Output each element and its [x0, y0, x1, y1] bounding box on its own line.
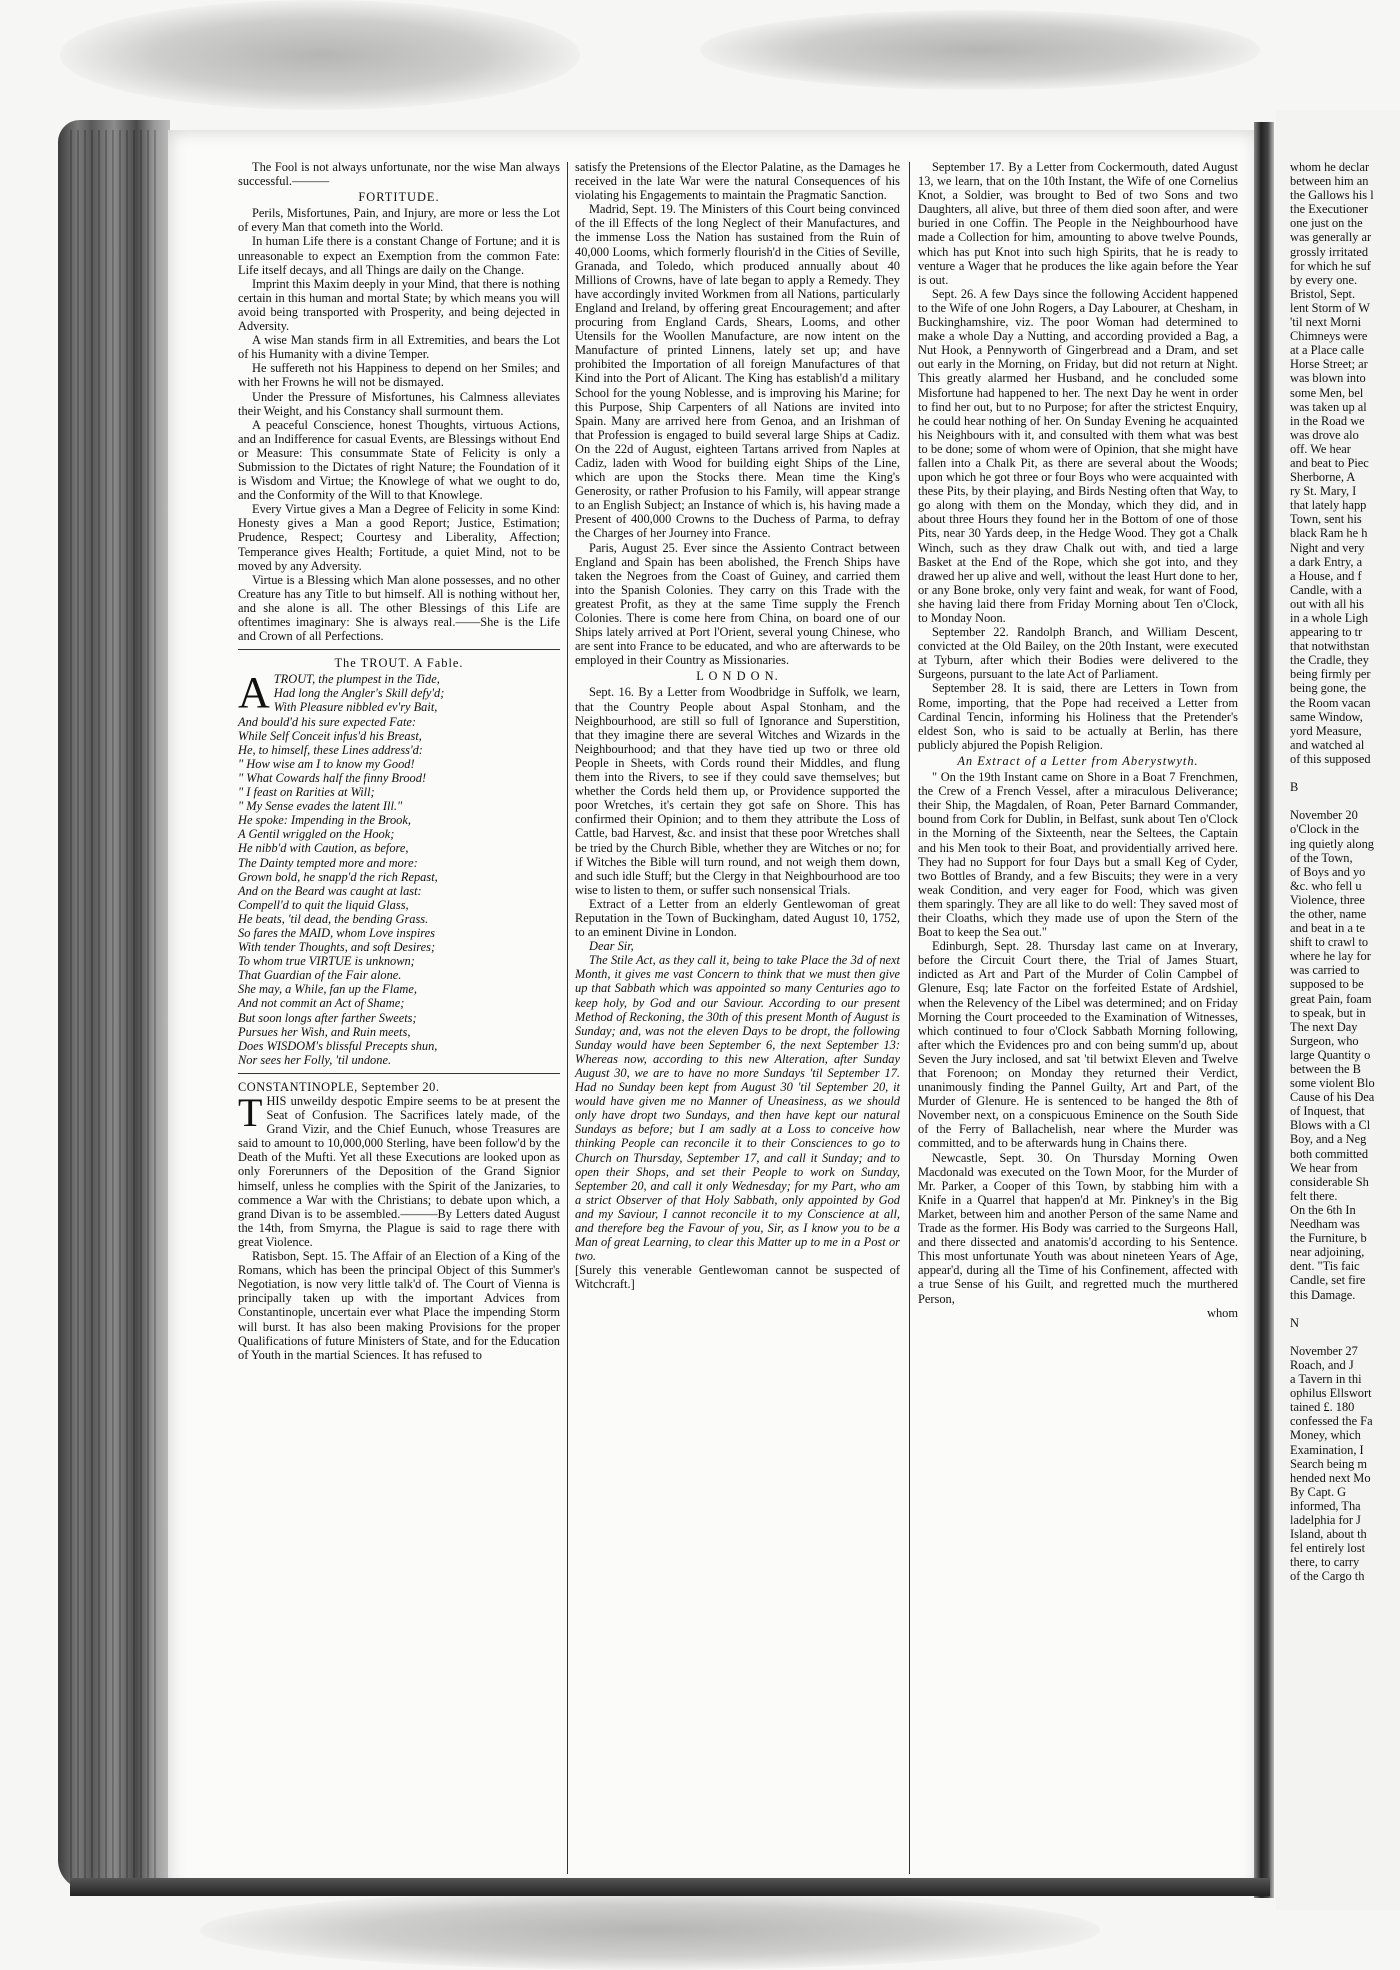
clipped-line: of Inquest, that [1290, 1104, 1365, 1119]
clipped-line: lent Storm of W [1290, 300, 1370, 315]
clipped-line: The next Day [1290, 1019, 1358, 1034]
clipped-line: o'Clock in the [1290, 822, 1359, 837]
clipped-line: Night and very [1290, 540, 1365, 555]
clipped-line: fel entirely lost [1290, 1541, 1366, 1556]
clipped-line [1290, 1302, 1400, 1316]
clipped-line: ing quietly along [1290, 836, 1374, 851]
clipped-line: ry St. Mary, I [1290, 484, 1357, 499]
paragraph: Every Virtue gives a Man a Degree of Felicity in some Kind: Honesty gives a Man a good Report; Justice, Estimation; Prudence, Respect; Courtesy and Liberality, Affection; Temperance gives Health; Fortitude, a quiet Mind, not to be moved by any Adversity. [238, 502, 560, 573]
section-divider [238, 649, 560, 650]
clipped-line: appearing to tr [1290, 625, 1363, 640]
poem-line: He spoke: Impending in the Brook, [238, 813, 411, 828]
clipped-line: was generally ar [1290, 230, 1372, 245]
paris-article: Paris, August 25. Ever since the Assiento Contract between England and Spain has been abolished, the French Ships have taken the Negroes from the Coast of Guiney, and carried them into the Spanish Colonies. They carry on this Trade with the greatest Profit, as they at the same Time supply the French Colonies. There is come here from China, on board one of our Ships lately arrived at Port l'Orient, several young Chinese, who are sent into France to be educated, and who are afterwards to be employed in their Country as Missionaries. [575, 540, 900, 668]
clipped-line: both committed [1290, 1146, 1369, 1161]
clipped-line: a Tavern in thi [1290, 1372, 1362, 1387]
clipped-line: same Window, [1290, 709, 1363, 724]
column-2 [575, 160, 900, 1292]
poem-line: And bould'd his sure expected Fate: [238, 714, 417, 729]
clipped-line: for which he suf [1290, 258, 1371, 273]
clipped-line: that notwithstan [1290, 639, 1370, 654]
drop-cap: A [238, 668, 270, 718]
rome-article: September 28. It is said, there are Letters in Town from Rome, importing, that the Pope had received a Letter from Cardinal Tencin, informing his Holiness that the Pretender's eldest Son, who is said to be actually at Berlin, has there publicly abjured the Popish Religion. [918, 681, 1238, 752]
clipped-line: Money, which [1290, 1428, 1361, 1443]
poem-line: And on the Beard was caught at last: [238, 883, 422, 898]
clipped-line: was taken up al [1290, 399, 1367, 414]
poem-line: So fares the MAID, whom Love inspires [238, 925, 435, 940]
clipped-line: the Room vacan [1290, 695, 1371, 710]
cockermouth-article: September 17. By a Letter from Cockermouth, dated August 13, we learn, that on the 10th Instant, the Wife of one Cornelius Knot, a Soldier, was brought to Bed of two Sons and two Daughters, all alive, but three of them died soon after, and were buried in one Coffin. The People in the Neighbourhood have made a Collection for him, amounting to above twelve Pounds, which has put Knot into such high Spirits, that he is ready to venture a Wager that he produces the like again before the Year is out. [918, 160, 1238, 287]
aberystwyth-heading: An Extract of a Letter from Aberystwyth. [957, 753, 1199, 768]
clipped-line: B [1290, 780, 1299, 795]
clipped-line [1290, 1330, 1400, 1344]
clipped-line: was blown into [1290, 371, 1366, 386]
clipped-line: this Damage. [1290, 1287, 1356, 1302]
clipped-line: November 27 [1290, 1343, 1358, 1358]
paragraph: Under the Pressure of Misfortunes, his Calmness alleviates their Weight, and his Constancy shall surmount them. [238, 389, 560, 418]
clipped-line: and beat in a te [1290, 921, 1365, 936]
clipped-line: in a whole Ligh [1290, 611, 1369, 625]
clipped-line: that lately happ [1290, 498, 1367, 513]
clipped-line: whom he declar [1290, 160, 1370, 174]
paragraph: He suffereth not his Happiness to depend on her Smiles; and with her Frowns he will not be dismayed. [238, 361, 560, 390]
poem-line: " What Cowards half the finny Brood! [238, 770, 427, 785]
clipped-line: between the B [1290, 1062, 1361, 1076]
clipped-line: between him an [1290, 174, 1369, 189]
clipped-line: Candle, set fire [1290, 1273, 1366, 1288]
fable-heading: The TROUT. A Fable. [334, 656, 464, 671]
poem-line: That Guardian of the Fair alone. [238, 968, 402, 983]
clipped-line: out with all his [1290, 596, 1364, 611]
clipped-line: of Boys and yo [1290, 864, 1366, 879]
column-rule [909, 162, 910, 1874]
clipped-line: tained £. 180 [1290, 1400, 1355, 1415]
clipped-line: dent. "Tis faic [1290, 1259, 1360, 1274]
column-rule [567, 162, 568, 1874]
poem-line: He, to himself, these Lines address'd: [238, 742, 423, 757]
clipped-line: confessed the Fa [1290, 1414, 1373, 1429]
ratisbon-article: Ratisbon, Sept. 15. The Affair of an Election of a King of the Romans, which has been the principal Object of this Summer's Negotiation, is now very little talk'd of. The Court of Vienna is principally taken up with the important Advices from Constantinople, uncertain ever what Place the impending Storm will burst. It has also been making Provisions for the proper Qualifications of future Ministers of State, and for the Education of Youth in the martial Sciences. It has refused to [238, 1249, 560, 1362]
clipped-line: at a Place calle [1290, 343, 1364, 358]
book-bottom-edge [70, 1878, 1270, 1896]
constantinople-dateline: CONSTANTINOPLE, September 20. [238, 1079, 440, 1094]
clipped-line: the other, name [1290, 906, 1367, 921]
clipped-line: Boy, and a Neg [1290, 1132, 1367, 1147]
clipped-line: great Pain, foam [1290, 991, 1372, 1006]
article-text: HIS unweildy despotic Empire seems to be at present the Seat of Confusion. The Sacrifices lately made, of the Grand Vizir, and the Chief Eunuch, whose Treasures are said to amount to 10,000,000 Sterling, have been follow'd by the Death of the Mufti. Yet all these Executions are looked upon as only Forerunners of the Deposition of the Grand Signior himself, unless he complies with the Spirit of the Janizaries, to commence a War with the Christians; to debate upon which, a grand Divan is to be assembled.———By Letters dated August the 14th, from Smyrna, the Plague is said to rage there with great Violence. [238, 1094, 560, 1249]
clipped-line [1290, 766, 1400, 780]
clipped-line: Blows with a Cl [1290, 1118, 1371, 1133]
poem-line: TROUT, the plumpest in the Tide, [273, 672, 440, 687]
poem-line: She may, a While, fan up the Flame, [238, 982, 417, 997]
poem-line: Pursues her Wish, and Ruin meets, [238, 1024, 411, 1039]
clipped-line: some Men, bel [1290, 385, 1364, 400]
poem-line: He nibb'd with Caution, as before, [238, 841, 409, 856]
clipped-line: of this supposed [1290, 751, 1371, 766]
clipped-line: supposed to be [1290, 977, 1364, 992]
catchword: whom [1207, 1305, 1238, 1320]
clipped-line: Search being m [1290, 1456, 1368, 1471]
clipped-line: Cause of his Dea [1290, 1090, 1375, 1105]
clipped-line: being firmly per [1290, 667, 1371, 682]
clipped-line: one just on the [1290, 216, 1363, 231]
clipped-line: a House, and f [1290, 568, 1362, 583]
scan-smudge [60, 0, 580, 110]
fortitude-heading: FORTITUDE. [358, 190, 440, 205]
clipped-line: Examination, I [1290, 1442, 1364, 1457]
clipped-line: by every one. [1290, 272, 1358, 287]
letter-body: The Stile Act, as they call it, being to take Place the 3d of next Month, it gives me vast Concern to think that we must then give up that Sabbath which was appointed so many Centuries ago to keep holy, by God and our Saviour. According to our present Method of Reckoning, the 30th of this present Month of August is Sunday; and, was not the eleven Days to be dropt, the following Sunday would have been September 6, the next September 13: Whereas now, according to this new Alteration, after Sunday August 30, we are to have no more Sundays 'til September 17. Had no Sunday been kept from August 30 'til September 20, it would have given me no Manner of Uneasiness, as we should only have dropt two Sundays, and then have kept our natural Sundays as before; but I am sadly at a Loss to conceive how thinking People can reconcile it to their Consciences to go to Church on Thursday, September 17, and call it Sunday; and to open their Shops, and set their People to work on Sunday, September 20, and call it only Wednesday; for my Part, who am a strict Observer of that Holy Sabbath, only appointed by God and my Saviour, I cannot reconcile it to my Conscience at all, and therefore beg the Favour of you, Sir, as I know you to be a Man of great Learning, to clear this Matter up to me in a Post or two. [575, 953, 900, 1264]
clipped-line: hended next Mo [1290, 1470, 1371, 1485]
clipped-line: Horse Street; ar [1290, 357, 1368, 372]
scan-smudge [700, 10, 1260, 90]
poem-line: " I feast on Rarities at Will; [238, 785, 375, 800]
poem-line: Does WISDOM's blissful Precepts shun, [238, 1038, 438, 1053]
paragraph: satisfy the Pretensions of the Elector Palatine, as the Damages he received in the late War were the natural Consequences of his violating his Engagements to maintain the Pragmatic Sanction. [575, 160, 900, 203]
poem-line: And not commit an Act of Shame; [238, 996, 405, 1011]
paragraph: A peaceful Conscience, honest Thoughts, virtuous Actions, and an Indifference for casual Events, are Blessings without End or Measure: This consummate State of Felicity is only a Submission to the Dictates of right Nature; the Foundation of it is Wisdom and Virtue; the Knowlege of what we ought to do, and the Conformity of the Will to that Knowlege. [238, 417, 560, 503]
clipped-line: the Furniture, b [1290, 1231, 1367, 1246]
clipped-line: N [1290, 1315, 1299, 1330]
clipped-line: Sherborne, A [1290, 470, 1356, 485]
clipped-line: 'til next Morni [1290, 315, 1362, 330]
clipped-line: Surgeon, who [1290, 1033, 1359, 1048]
poem-line: Nor sees her Folly, 'til undone. [238, 1052, 392, 1067]
edinburgh-article: Edinburgh, Sept. 28. Thursday last came on at Inverary, before the Circuit Court there, the Trial of James Stuart, indicted as Art and Part of the Murder of Colin Campbel of Glenure, Esq; late Factor on the forfeited Estate of Ardshiel, when the Relevency of the Libel was determined; and on Friday Morning the Court proceeded to the Examination of Witnesses, which continued to four o'Clock Sabbath Morning following, after which the Evidences pro and con being summ'd up, about Seven the Jury inclosed, and sat 'til betwixt Eleven and Twelve that Forenoon; on Monday they returned their Verdict, unanimously finding the Pannel Guilty, Art and Part, of the Murder of Glenure. He is sentenced to be hanged the 8th of November next, on a conspicuous Eminence on the South Side of the Ferry of Ballachelish, near where the Murder was committed, and to be afterwards hung in Chains there. [918, 939, 1238, 1151]
london-heading: L O N D O N. [696, 669, 779, 684]
madrid-article: Madrid, Sept. 19. The Ministers of this Court being convinced of the ill Effects of the long Neglect of their Manufactures, and the immense Loss the Nation has sustained from the Ruin of 40,000 Looms, which formerly flourish'd in the Cities of Seville, Granada, and Toledo, which produced annually about 40 Millions of Crowns, have of late began to apply a Remedy. They have accordingly invited Workmen from all Nations, particularly England and Ireland, by offering great Encouragement; and after procuring from England Cards, Shears, Looms, and other Utensils for the Woollen Manufacture, are now intent on the Manufacture of printed Linnens, lately set up; and have prohibited the Importation of all foreign Manufactures of that Kind into the Port of Alicant. The King has establish'd a military School for the young Noblesse, and is improving his Marine; for this Purpose, Ship Carpenters of all Nations are invited into Spain. Many are arrived here from Genoa, and an Irishman of that Profession is engaged to build several large Ships at Cadiz. On the 22d of August, eighteen Tartans arrived from Naples at Cadiz, laden with Wood for building eight Ships of the Line, which are upon the Stocks there. Mean time the King's Generosity, or rather Profusion to his Family, will appear strange to an English Subject; an Instance of which is, his having made a Present of 400,000 Crowns to the Duchess of Parma, to defray the Charges of her Journey into France. [575, 202, 900, 541]
clipped-line: was carried to [1290, 963, 1360, 978]
clipped-line: grossly irritated [1290, 244, 1369, 259]
paragraph: Imprint this Maxim deeply in your Mind, that there is nothing certain in this human and mortal State; by which means you will avoid being transported with Prosperity, and being dejected in Adversity. [238, 276, 560, 334]
poem-line: Had long the Angler's Skill defy'd; [273, 686, 445, 701]
clipped-line: was drove alo [1290, 427, 1359, 442]
clipped-line: felt there. [1290, 1188, 1338, 1203]
clipped-line: off. We hear [1290, 441, 1351, 456]
clipped-line: Island, about th [1290, 1527, 1367, 1542]
clipped-line: shift to crawl to [1290, 935, 1369, 950]
poem-line: While Self Conceit infus'd his Breast, [238, 728, 422, 743]
newcastle-article: Newcastle, Sept. 30. On Thursday Morning Owen Macdonald was executed on the Town Moor, for the Murder of Mr. Parker, a Cooper of this Town, by stabbing him with a Knife in a Quarrel that happen'd at Mr. Pinkney's in the Big Market, between him and another Person of the same Name and Trade as the former. His Body was carried to the Surgeons Hall, and there dissected and anatomis'd according to his Sentence. This most unfortunate Youth was about nineteen Years of Age, appear'd, during all the Time of his Confinement, affected with a true Sense of his Guilt, and regretted much the murthered Person, [918, 1150, 1238, 1306]
clipped-line: and beat to Piec [1290, 455, 1369, 470]
clipped-line: ophilus Ellswort [1290, 1386, 1372, 1401]
clipped-line: On the 6th In [1290, 1202, 1356, 1217]
clipped-line: Needham was [1290, 1217, 1360, 1232]
london-article: Sept. 16. By a Letter from Woodbridge in Suffolk, we learn, that the Country People about Aspal Stonham, and the Neighbourhood, are still so full of Ignorance and Superstition, that they imagine there are several Witches and Wizards in the Neighbourhood; and that they have tied up two or three old People in Sheets, with Cords round their Middles, and flung them into the Rivers, to see if they could save themselves; but whether the Cords held them up, or Providence supported the poor Wretches, it's certain they got safe on Shore. This has confirmed their Opinion; and to them they attribute the Loss of Cattle, bad Harvest, &c. and insist that these poor Wretches shall be tried by the Church Bible, whether they are Witches or no; for if Witches the Bible will turn round, and not weigh them down, and such idle Stuff; but the Clergy in that Neighbourhood are too wise to listen to them, or suffer such nonsensical Trials. [575, 685, 900, 897]
poem-line: " How wise am I to know my Good! [238, 756, 415, 771]
clipped-line: near adjoining, [1290, 1245, 1365, 1260]
clipped-line: of the Cargo th [1290, 1569, 1365, 1584]
fool-paragraph: The Fool is not always unfortunate, nor the wise Man always successful.——— [238, 160, 560, 189]
scan-smudge [200, 1890, 1100, 1970]
poem-line: He beats, 'til dead, the bending Grass. [238, 911, 429, 926]
clipped-line: where he lay for [1290, 949, 1371, 964]
clipped-line: ladelphia for J [1290, 1513, 1361, 1527]
poem-line: Grown bold, he snapp'd the rich Repast, [238, 869, 438, 884]
clipped-line: By Capt. G [1290, 1484, 1347, 1499]
book-spine-edges [70, 130, 160, 1880]
clipped-line: of the Town, [1290, 850, 1353, 865]
poem-line: To whom true VIRTUE is unknown; [238, 954, 415, 969]
clipped-line: Bristol, Sept. [1290, 286, 1356, 301]
clipped-line: the Executioner [1290, 202, 1369, 217]
clipped-line [1290, 794, 1400, 808]
clipped-line: &c. who fell u [1290, 878, 1362, 893]
poem-line: A Gentil wriggled on the Hook; [238, 827, 395, 842]
paragraph: Virtue is a Blessing which Man alone possesses, and no other Creature has any Title to but himself. All is nothing without her, and she alone is all. The other Blessings of this Life are oftentimes imaginary: She is always real.——She is the Life and Crown of all Perfections. [238, 572, 560, 644]
constantinople-article [238, 1090, 560, 1249]
clipped-line: a dark Entry, a [1290, 554, 1363, 569]
tyburn-article: September 22. Randolph Branch, and William Descent, convicted at the Old Bailey, on the 20th Instant, were executed at Tyburn, after which their Bodies were delivered to the Surgeons, pursuant to the late Act of Parliament. [918, 625, 1238, 682]
clipped-line: Roach, and J [1290, 1357, 1354, 1372]
poem-line: Compell'd to quit the liquid Glass, [238, 897, 409, 912]
clipped-line: yord Measure, [1290, 723, 1362, 738]
editor-note: [Surely this venerable Gentlewoman cannot be suspected of Witchcraft.] [575, 1263, 900, 1292]
clipped-line: and watched al [1290, 737, 1365, 752]
paragraph: In human Life there is a constant Change of Fortune; and it is unreasonable to expect an Exemption from the common Fate: Life itself decays, and all Things are daily on the Change. [238, 234, 560, 277]
poem-line: With Pleasure nibbled ev'ry Bait, [273, 700, 438, 715]
page-gutter [1254, 122, 1274, 1898]
trout-fable-poem [238, 668, 560, 1067]
clipped-line: Chimneys were [1290, 329, 1368, 344]
poem-line: With tender Thoughts, and soft Desires; [238, 940, 436, 955]
clipped-line: the Cradle, they [1290, 653, 1369, 668]
letter-salutation: Dear Sir, [589, 939, 634, 954]
clipped-line: to speak, but in [1290, 1005, 1366, 1020]
drop-cap: T [238, 1090, 263, 1135]
chesham-article: Sept. 26. A few Days since the following Accident happened to the Wife of one John Rogers, a Day Labourer, at Chesham, in Buckinghamshire, viz. The poor Woman had determined to make a whole Day a Nutting, and according provided a Bag, a Nut Hook, a Pennyworth of Gingerbread and a Dram, and set out early in the Morning, on Friday, but did not return at Night. This greatly alarmed her Husband, and he concluded some Misfortune had happened to her. The next Day he went in order to find her out, but to no Purpose; for after the strictest Enquiry, he could hear nothing of her. On Sunday Evening he acquainted his Neighbours with it, and consulted with them what was best to be done; some of whom were of Opinion, that she might have fallen into a Chalk Pit, as there are several about the Woods; upon which he got three or four Boys who were acquainted with these Pits, by their playing, and Birds Nesting often that Way, to go along with them on the Monday, which they did, and in about three Hours they found her in the Bottom of one of those Pits, near 30 Yards deep, in the Hedge Wood. They got a Chalk Winch, such as they draw Chalk out with, and tied a large Basket at the End of the Rope, which she got into, and they drawed her up alive and well, without the least Hurt done to her, or any Bone broke, only very faint and weak, for want of Food, she having laid there from Friday Morning about Ten o'Clock, to Monday Noon. [918, 286, 1238, 625]
paragraph: Perils, Misfortunes, Pain, and Injury, are more or less the Lot of every Man that cometh into the World. [238, 206, 560, 235]
letter-heading: Extract of a Letter from an elderly Gentlewoman of great Reputation in the Town of Buckingham, dated August 10, 1752, to an eminent Divine in London. [575, 896, 900, 940]
clipped-line: large Quantity o [1290, 1047, 1371, 1062]
clipped-line: informed, Tha [1290, 1498, 1361, 1513]
aberystwyth-article: " On the 19th Instant came on Shore in a Boat 7 Frenchmen, the Crew of a French Vessel, after a miraculous Deliverance; their Ship, the Magdalen, of Roan, Peter Barnard Commander, bound from Cork for Dublin, in Belfast, sunk about Ten o'Clock in the Morning of the Sixteenth, near the Seltees, the Captain and his Men took to their Boat, and providentially arrived here. They had no Support for four Days but a small Keg of Cyder, two Bottles of Brandy, and a few Biscuits; they were in a very weak Condition, and very eager for Food, which was given them sparingly. They are all like to do well: They saved most of their Cloaths, which they made use of upon the Stern of the Boat to keep the Sea out." [918, 770, 1238, 940]
clipped-line: November 20 [1290, 808, 1358, 823]
poem-line: The Dainty tempted more and more: [238, 855, 418, 870]
clipped-line: the Gallows his l [1290, 188, 1374, 203]
poem-line: But soon longs after farther Sweets; [238, 1010, 417, 1025]
clipped-line: We hear from [1290, 1160, 1358, 1175]
clipped-line: Town, sent his [1290, 512, 1362, 527]
clipped-line: there, to carry [1290, 1555, 1360, 1570]
clipped-line: being gone, the [1290, 681, 1367, 696]
clipped-line: black Ram he h [1290, 526, 1368, 541]
clipped-line: considerable Sh [1290, 1174, 1369, 1189]
clipped-line: some violent Blo [1290, 1076, 1375, 1091]
clipped-line: Candle, with a [1290, 582, 1362, 597]
column-4-clipped [1290, 160, 1400, 1583]
clipped-line: in the Road we [1290, 413, 1365, 428]
column-3 [918, 160, 1238, 1320]
paragraph: A wise Man stands firm in all Extremities, and bears the Lot of his Humanity with a divine Temper. [238, 333, 560, 362]
poem-line: " My Sense evades the latent Ill." [238, 799, 403, 814]
clipped-line: Violence, three [1290, 892, 1365, 907]
column-1 [238, 160, 560, 1362]
section-divider [238, 1073, 560, 1074]
